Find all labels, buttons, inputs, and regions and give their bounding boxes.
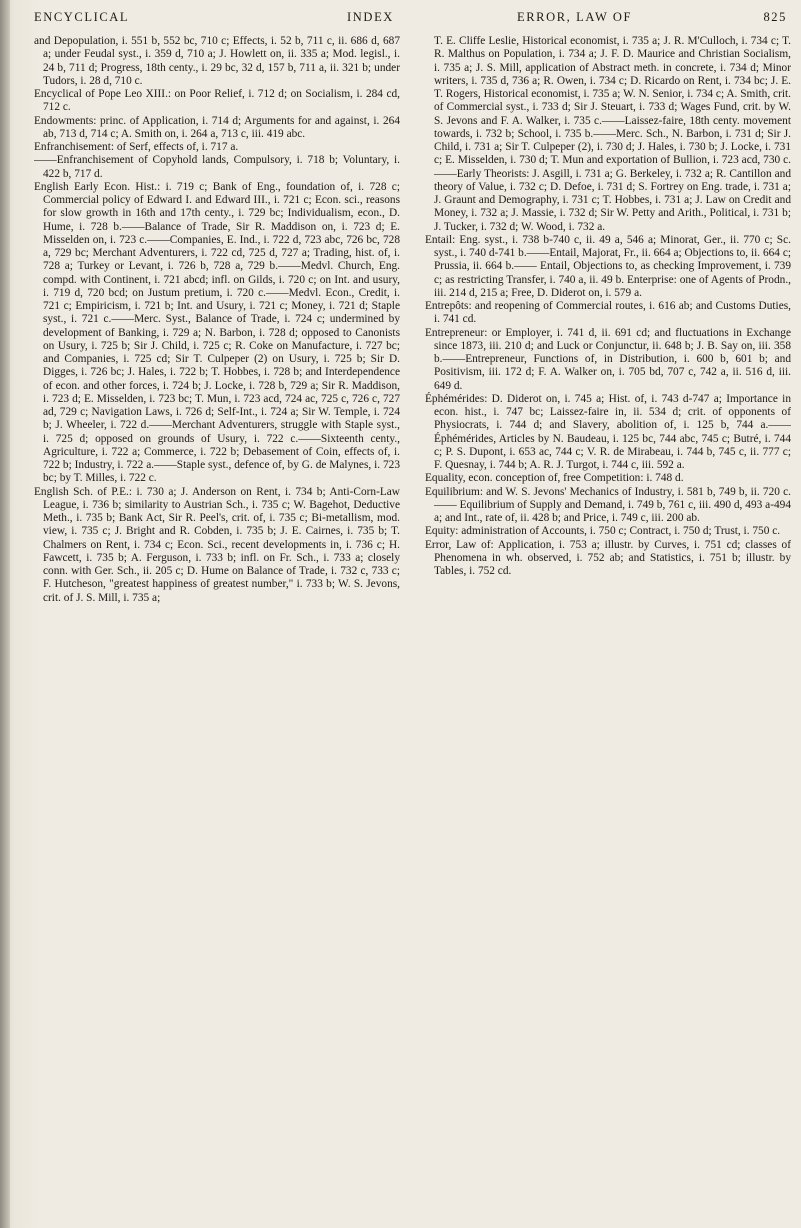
index-entry: Equilibrium: and W. S. Jevons' Mechanics of Industry, i. 581 b, 749 b, ii. 720 c.—— Equilibrium of Supply and Demand, i. 749 b, 761 c, iii. 490 d, 493 a-494 a; and Int., rate of, ii. 428 b; and Price, i. 749 c, iii. 200 ab. xyxy=(425,485,791,524)
running-header xyxy=(34,10,787,30)
index-entry: Error, Law of: Application, i. 753 a; illustr. by Curves, i. 751 cd; classes of Phenomena in wh. observed, i. 752 ab; and Statistics, i. 751 b; illustr. by Tables, i. 752 cd. xyxy=(425,538,791,577)
index-entry: Entail: Eng. syst., i. 738 b-740 c, ii. 49 a, 546 a; Minorat, Ger., ii. 770 c; Sc. syst., i. 740 d-741 b.——Entail, Majorat, Fr., ii. 664 a; Objections to, ii. 664 c; Prussia, ii. 664 b.—— Entail, Objections to, as checking Improvement, i. 739 c; as restricting Transfer, i. 740 a, ii. 49 b. Enterprise: one of Agents of Prodn., iii. 214 d, 215 a; Free, D. Diderot on, i. 579 a. xyxy=(425,233,791,299)
index-entry: English Sch. of P.E.: i. 730 a; J. Anderson on Rent, i. 734 b; Anti-Corn-Law League, i. 736 b; similarity to Austrian Sch., i. 735 c; W. Bagehot, Deductive Meth., i. 735 b; Bank Act, Sir R. Peel's, crit. of, i. 735 c; Bi-metallism, mod. view, i. 735 c; J. Bright and R. Cobden, i. 735 b; J. E. Cairnes, i. 735 b; T. Chalmers on Rent, i. 734 c; Econ. Sci., recent developments in, i. 736 c; H. Fawcett, i. 735 b; A. Ferguson, i. 733 b; infl. on Fr. Sch., i. 733 a; closely conn. with Ger. Sch., ii. 205 c; D. Hume on Balance of Trade, i. 732 c, 733 c; F. Hutcheson, "greatest happiness of greatest number," i. 733 b; W. S. Jevons, crit. of J. S. Mill, i. 735 a; xyxy=(34,485,400,604)
page-number: 825 xyxy=(763,10,787,24)
index-entry: Equality, econ. conception of, free Competition: i. 748 d. xyxy=(425,472,684,485)
index-entry: Enfranchisement: of Serf, effects of, i. 717 a. xyxy=(34,141,239,153)
right-column xyxy=(425,35,791,1220)
index-entry: Endowments: princ. of Application, i. 714 d; Arguments for and against, i. 264 ab, 713 d, 714 c; A. Smith on, i. 264 a, 713 c, iii. 419 abc. xyxy=(34,114,400,140)
header-right xyxy=(517,10,787,25)
header-middle: INDEX xyxy=(347,10,394,24)
index-entry: and Depopulation, i. 551 b, 552 bc, 710 c; Effects, i. 52 b, 711 c, ii. 686 d, 687 a; under Feudal syst., i. 359 d, 710 a; J. Howlett on, ii. 335 a; Mod. legisl., i. 24 b, 711 d; Progress, 18th centy., i. 29 bc, 32 d, 157 b, 711 a, ii. 321 b; under Tudors, i. 28 d, 710 c. xyxy=(34,35,400,87)
index-entry: ——Enfranchisement of Copyhold lands, Compulsory, i. 718 b; Voluntary, i. 422 b, 717 d. xyxy=(34,154,400,180)
index-entry: Éphémérides: D. Diderot on, i. 745 a; Hist. of, i. 743 d-747 a; Importance in econ. hist., i. 747 bc; Laissez-faire in, ii. 534 d; crit. of opponents of Physiocrats, i. 744 d; and Slavery, abolition of, i. 125 b, 744 a.—— Éphémérides, Articles by N. Baudeau, i. 125 bc, 744 abc, 745 c; Butré, i. 744 c; P. S. Dupont, i. 653 ac, 744 c; V. R. de Mirabeau, i. 744 b, 745 c, ii. 777 c; F. Quesnay, i. 744 b; A. R. J. Turgot, i. 744 c, iii. 592 a. xyxy=(425,392,791,471)
header-left: ENCYCLICAL xyxy=(34,10,130,24)
index-entry: English Early Econ. Hist.: i. 719 c; Bank of Eng., foundation of, i. 728 c; Commercial policy of Edward I. and Edward III., i. 721 c; Econ. sci., reasons for slow growth in 16th and 17th centy., i. 729 bc; Individualism, econ., D. Hume, i. 728 b.——Balance of Trade, Sir R. Maddison on, i. 723 d; E. Misselden on, i. 723 c.——Companies, E. Ind., i. 722 d, 723 abc, 726 bc, 728 a, 729 bc; Merchant Adventurers, i. 722 cd, 725 d, 727 a; Trading, hist. of, i. 728 a; Turkey or Levant, i. 726 b, 728 a, 729 b.——Medvl. Church, Eng. compd. with Continent, i. 721 abcd; infl. on Gilds, i. 720 c; on Int. and usury, i. 719 d, 720 bcd; on Justum pretium, i. 720 c.——Medvl. Econ., Credit, i. 721 c; Empiricism, i. 721 b; Int. and Usury, i. 721 c; Money, i. 721 d; Staple syst., i. 721 c.——Merc. Syst., Balance of Trade, i. 724 c; undermined by development of Banking, i. 729 a; N. Barbon, i. 728 d; opposed to Canonists on Usury, i. 725 b; Sir J. Child, i. 725 c; R. Coke on Manufacture, i. 727 bc; and Companies, i. 725 cd; Sir T. Culpeper (2) on Usury, i. 725 b; Sir D. Digges, i. 726 bc; J. Hales, i. 722 b; T. Hobbes, i. 728 b; and Interdependence of econ. and other forces, i. 724 b; J. Locke, i. 728 b, 729 a; Sir R. Maddison, i. 723 d; E. Misselden, i. 723 bc; T. Mun, i. 723 acd, 724 ac, 725 c, 726 c, 727 ad, 729 c; Navigation Laws, i. 726 d; Self-Int., i. 724 a; Sir W. Temple, i. 724 b; J. Wheeler, i. 722 d.——Merchant Adventurers, struggle with Staple syst., i. 725 d; opposed on grounds of Usury, i. 722 c.——Sixteenth centy., Agriculture, i. 722 a; Commerce, i. 722 b; Debasement of Coin, effects of, i. 722 b; Industry, i. 722 a.——Staple syst., defence of, by G. de Malynes, i. 723 bc; by T. Milles, i. 722 c. xyxy=(34,180,400,485)
index-entry: Encyclical of Pope Leo XIII.: on Poor Relief, i. 712 d; on Socialism, i. 284 cd, 712 c. xyxy=(34,88,400,114)
index-entry: Equity: administration of Accounts, i. 750 c; Contract, i. 750 d; Trust, i. 750 c. xyxy=(425,525,781,538)
index-entry: Entrepôts: and reopening of Commercial routes, i. 616 ab; and Customs Duties, i. 741 cd. xyxy=(425,300,791,326)
page-binding-shadow xyxy=(0,0,10,1228)
header-right-word: ERROR, LAW OF xyxy=(517,10,633,24)
index-columns xyxy=(34,35,791,1220)
index-entry: Entrepreneur: or Employer, i. 741 d, ii. 691 cd; and fluctuations in Exchange since 1873, iii. 210 d; and Luck or Conjunctur, ii. 648 b; J. B. Say on, iii. 358 b.——Entrepreneur, Functions of, in Distribution, i. 600 b, 601 b; and Positivism, iii. 172 d; F. A. Walker on, i. 705 bd, 707 c, 742 a, ii. 516 d, iii. 649 d. xyxy=(425,326,791,392)
index-entry: T. E. Cliffe Leslie, Historical economist, i. 735 a; J. R. M'Culloch, i. 734 c; T. R. Malthus on Population, i. 734 a; J. F. D. Maurice and Christian Socialism, i. 735 a; J. S. Mill, application of Abstract meth. in concrete, i. 734 d; Minor writers, i. 735 d, 736 a; R. Owen, i. 734 c; D. Ricardo on Rent, i. 734 bc; J. E. T. Rogers, Historical economist, i. 735 a; W. N. Senior, i. 734 c; A. Smith, crit. of Commercial syst., i. 733 d; Sir J. Steuart, i. 733 d; Wages Fund, crit. by W. S. Jevons and F. A. Walker, i. 735 c.——Laissez-faire, 18th centy. movement towards, i. 732 b; School, i. 735 b.——Merc. Sch., N. Barbon, i. 731 d; Sir J. Child, i. 731 a; Sir T. Culpeper (2), i. 730 d; J. Hales, i. 730 b; J. Locke, i. 731 c; E. Misselden, i. 730 d; T. Mun and exportation of Bullion, i. 723 acd, 730 c.——Early Theorists: J. Asgill, i. 731 a; G. Berkeley, i. 732 a; R. Cantillon and theory of Value, i. 732 c; D. Defoe, i. 731 d; S. Fortrey on Eng. trade, i. 731 a; J. Graunt and Demography, i. 731 c; T. Hobbes, i. 731 a; J. Law on Credit and Money, i. 732 a; J. Massie, i. 732 d; Sir W. Petty and Arith., Political, i. 731 b; J. Tucker, i. 732 d; W. Wood, i. 732 a. xyxy=(434,35,791,233)
left-column xyxy=(34,35,400,1220)
